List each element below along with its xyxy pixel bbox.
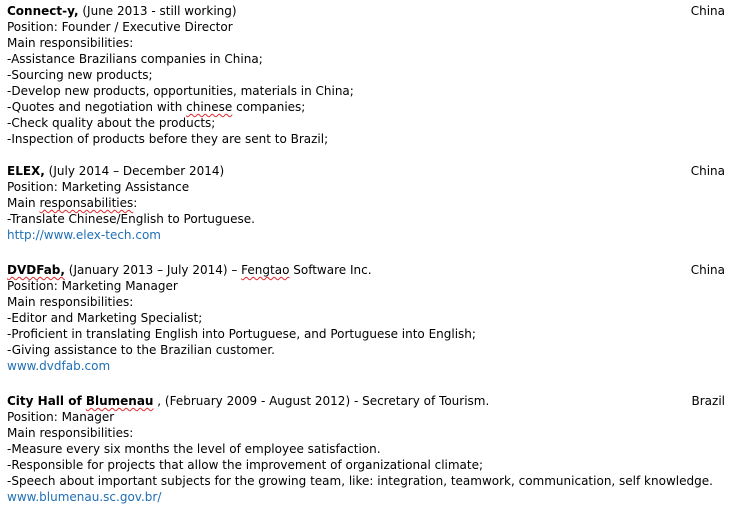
job-elex: [7, 163, 725, 243]
job-period: (January 2013 – July 2014) –: [64, 263, 242, 277]
job-header: [7, 262, 725, 278]
job-position: Position: Marketing Assistance: [7, 180, 190, 194]
header-text: Main: [7, 196, 40, 210]
job-position: Position: Manager: [7, 410, 115, 424]
job-country: China: [690, 263, 725, 277]
responsibility-item: -Editor and Marketing Specialist;: [7, 311, 203, 325]
company-name: ELEX,: [7, 164, 45, 178]
spellcheck-word: Fengtao: [241, 263, 290, 277]
spellcheck-word: chinese: [186, 100, 233, 114]
company-name: Connect-y,: [7, 4, 79, 18]
responsibility-item: -Responsible for projects that allow the improvement of organizational climate;: [7, 458, 484, 472]
company-name: City Hall of: [7, 394, 86, 408]
responsibility-item: -Inspection of products before they are sent to Brazil;: [7, 132, 329, 146]
company-link[interactable]: www.dvdfab.com: [7, 359, 111, 373]
responsibility-item: -Measure every six months the level of employee satisfaction.: [7, 442, 381, 456]
job-city-hall-blumenau: [7, 393, 725, 505]
item-text: -Quotes and negotiation with: [7, 100, 187, 114]
company-name: DVDFab,: [7, 263, 65, 277]
responsibility-item: -Sourcing new products;: [7, 68, 153, 82]
job-position: Position: Founder / Executive Director: [7, 20, 233, 34]
spellcheck-word: Blumenau: [85, 394, 154, 408]
responsibility-item: -Assistance Brazilians companies in China;: [7, 52, 263, 66]
job-country: China: [690, 164, 725, 178]
job-period: , (February 2009 - August 2012) - Secretary of Tourism.: [153, 394, 490, 408]
header-text: :: [133, 196, 138, 210]
job-period: (July 2014 – December 2014): [44, 164, 225, 178]
job-position: Position: Marketing Manager: [7, 279, 178, 293]
responsibility-item: -Giving assistance to the Brazilian customer.: [7, 343, 275, 357]
job-country: China: [690, 4, 725, 18]
job-period: Software Inc.: [289, 263, 372, 277]
company-link[interactable]: http://www.elex-tech.com: [7, 228, 161, 242]
job-dvdfab: [7, 262, 725, 374]
responsibilities-header: Main responsibilities:: [7, 36, 134, 50]
job-country: Brazil: [691, 394, 725, 408]
item-text: companies;: [232, 100, 306, 114]
responsibility-item: -Develop new products, opportunities, materials in China;: [7, 84, 354, 98]
responsibility-item: -Speech about important subjects for the growing team, like: integration, teamwork, communication, self knowledge.: [7, 474, 713, 488]
job-header: [7, 3, 725, 19]
spellcheck-word: responsabilities: [39, 196, 134, 210]
job-connect-y: [7, 3, 725, 147]
responsibilities-header: Main responsibilities:: [7, 426, 134, 440]
job-period: (June 2013 - still working): [78, 4, 237, 18]
company-link[interactable]: www.blumenau.sc.gov.br/: [7, 490, 162, 504]
responsibilities-header: Main responsibilities:: [7, 295, 134, 309]
responsibility-item: [7, 99, 725, 115]
job-header: [7, 163, 725, 179]
responsibility-item: -Translate Chinese/English to Portuguese.: [7, 212, 255, 226]
job-header: [7, 393, 725, 409]
responsibilities-header: [7, 195, 725, 211]
responsibility-item: -Check quality about the products;: [7, 116, 216, 130]
responsibility-item: -Proficient in translating English into Portuguese, and Portuguese into English;: [7, 327, 476, 341]
